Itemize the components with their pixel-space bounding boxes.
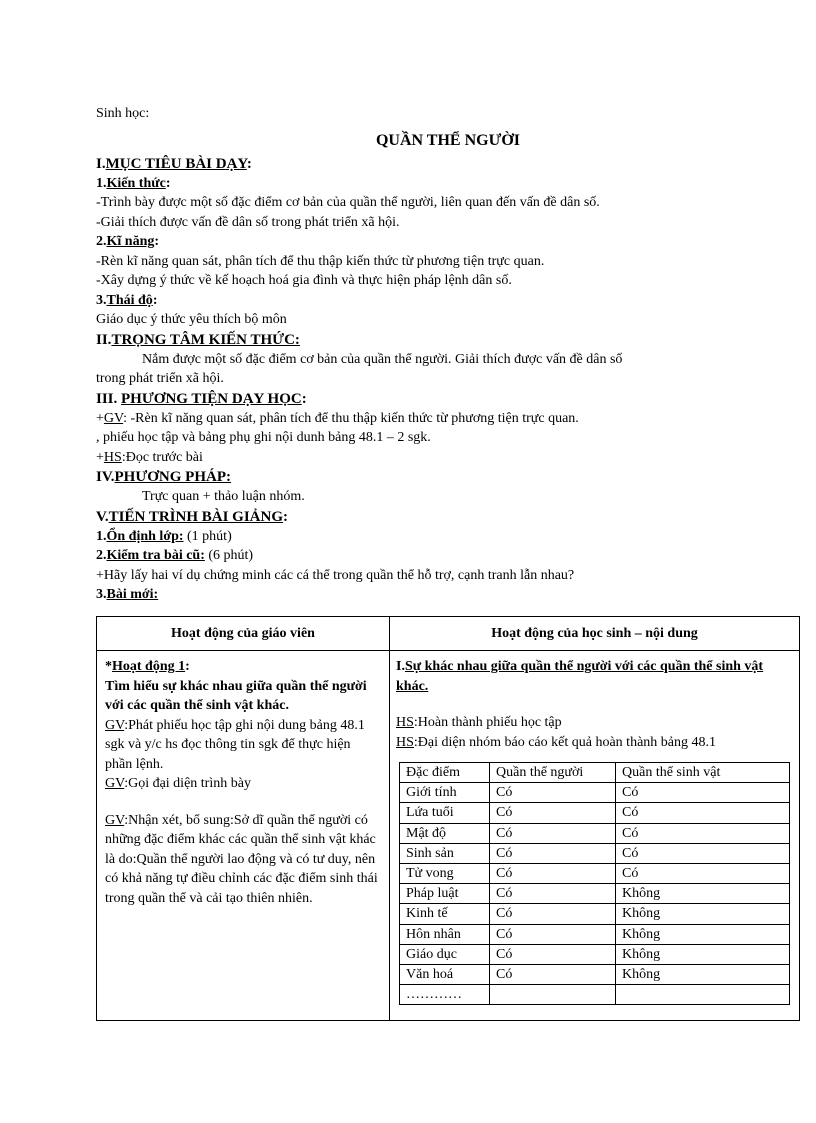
- comparison-header-cell: Quần thể sinh vật: [616, 763, 790, 783]
- teacher-column-header: Hoạt động của giáo viên: [97, 617, 390, 651]
- comparison-cell: Không: [616, 924, 790, 944]
- comparison-cell: Sinh sản: [400, 843, 490, 863]
- comparison-cell: Văn hoá: [400, 964, 490, 984]
- step-2: 2.Kiểm tra bài cũ: (6 phút): [96, 548, 254, 563]
- comparison-row: [400, 944, 790, 964]
- review-question: +Hãy lấy hai ví dụ chứng minh các cá thể trong quần thể hỗ trợ, cạnh tranh lẫn nhau?: [96, 567, 575, 583]
- section-focus-heading: II.TRỌNG TÂM KIẾN THỨC:: [96, 331, 300, 348]
- section-method-heading: IV.PHƯƠNG PHÁP:: [96, 469, 232, 485]
- focus-text-line: Nắm được một số đặc điểm cơ bản của quần thể người. Giải thích được vấn đề dân số: [142, 351, 623, 367]
- knowledge-item: -Giải thích được vấn đề dân số trong phát triển xã hội.: [96, 214, 400, 230]
- comparison-cell: Hôn nhân: [400, 924, 490, 944]
- comparison-cell: Có: [490, 803, 616, 823]
- comparison-cell: Có: [490, 823, 616, 843]
- teacher-step: GV:Phát phiếu học tập ghi nội dung bảng 48.1 sgk và y/c hs đọc thông tin sgk để thực hiện phần lệnh.: [105, 717, 365, 772]
- lesson-document: [96, 100, 800, 605]
- teacher-activity-cell: [97, 651, 390, 1021]
- comparison-cell: Có: [490, 904, 616, 924]
- method-text: Trực quan + thảo luận nhóm.: [142, 489, 305, 504]
- comparison-cell: Pháp luật: [400, 884, 490, 904]
- teacher-step: GV:Nhận xét, bổ sung:Sở dĩ quần thể người có những đặc điểm khác các quần thể sinh vật khác là do:Quần thể người lao động và có tư duy, nên có khả năng tự điều chỉnh các đặc điểm sinh thái trong quần thể và cải tạo thiên nhiên.: [105, 812, 378, 906]
- student-step: HS:Hoàn thành phiếu học tập: [396, 715, 562, 730]
- comparison-cell: Lứa tuổi: [400, 803, 490, 823]
- activity-title: Tìm hiểu sự khác nhau giữa quần thể người với các quần thể sinh vật khác.: [105, 678, 367, 713]
- comparison-cell: Có: [490, 843, 616, 863]
- comparison-cell: Mật độ: [400, 823, 490, 843]
- comparison-row: [400, 985, 790, 1005]
- comparison-row: [400, 783, 790, 803]
- comparison-cell: Có: [616, 863, 790, 883]
- comparison-cell: Giới tính: [400, 783, 490, 803]
- comparison-cell: Có: [490, 863, 616, 883]
- comparison-cell: Có: [616, 803, 790, 823]
- knowledge-item: -Trình bày được một số đặc điểm cơ bản của quần thể người, liên quan đến vấn đề dân số.: [96, 195, 600, 210]
- comparison-cell: Tử vong: [400, 863, 490, 883]
- comparison-row: [400, 904, 790, 924]
- attitude-item: Giáo dục ý thức yêu thích bộ môn: [96, 312, 287, 327]
- comparison-cell: [490, 985, 616, 1005]
- comparison-row: [400, 803, 790, 823]
- comparison-cell: Có: [490, 924, 616, 944]
- comparison-row: [400, 863, 790, 883]
- section-materials-heading: III. PHƯƠNG TIỆN DẠY HỌC:: [96, 390, 307, 407]
- comparison-row: [400, 823, 790, 843]
- comparison-cell: Có: [616, 823, 790, 843]
- attitude-heading: 3.Thái độ:: [96, 292, 158, 308]
- subject-label: Sinh học:: [96, 106, 150, 121]
- student-step: HS:Đại diện nhóm báo cáo kết quả hoàn thành bảng 48.1: [396, 734, 716, 750]
- comparison-cell: Có: [490, 944, 616, 964]
- comparison-table: [399, 762, 790, 1005]
- section-objectives-heading: I.MỤC TIÊU BÀI DẠY:: [96, 155, 252, 172]
- materials-gv-line2: , phiếu học tập và bảng phụ ghi nội dunh bảng 48.1 – 2 sgk.: [96, 430, 431, 445]
- comparison-cell: Không: [616, 884, 790, 904]
- comparison-cell: Có: [616, 843, 790, 863]
- activity-table-header: [97, 617, 800, 651]
- materials-hs-line: +HS:Đọc trước bài: [96, 449, 203, 465]
- comparison-cell: [616, 985, 790, 1005]
- comparison-cell: Không: [616, 904, 790, 924]
- comparison-cell: Có: [616, 783, 790, 803]
- comparison-cell: Có: [490, 783, 616, 803]
- materials-gv-line: +GV: -Rèn kĩ năng quan sát, phân tích để thu thập kiến thức từ phương tiện trực quan.: [96, 410, 579, 426]
- comparison-cell: …………: [400, 985, 490, 1005]
- comparison-cell: Có: [490, 884, 616, 904]
- comparison-cell: Không: [616, 944, 790, 964]
- step-1: 1.Ổn định lớp: (1 phút): [96, 528, 232, 544]
- comparison-cell: Giáo dục: [400, 944, 490, 964]
- page-title: QUẦN THỂ NGƯỜI: [375, 131, 520, 149]
- content-section-title: I.Sự khác nhau giữa quần thể người với các quần thể sinh vật khác.: [396, 659, 764, 694]
- student-column-header: Hoạt động của học sinh – nội dung: [390, 617, 800, 651]
- teacher-step: GV:Gọi đại diện trình bày: [105, 776, 251, 791]
- comparison-row: [400, 964, 790, 984]
- comparison-cell: Không: [616, 964, 790, 984]
- step-3: 3.Bài mới:: [96, 587, 159, 602]
- comparison-cell: Có: [490, 964, 616, 984]
- comparison-row: [400, 884, 790, 904]
- knowledge-heading: 1.Kiến thức:: [96, 175, 171, 191]
- comparison-header-cell: Quần thể người: [490, 763, 616, 783]
- skills-item: -Rèn kĩ năng quan sát, phân tích để thu thập kiến thức từ phương tiện trực quan.: [96, 253, 545, 269]
- student-activity-cell: [390, 651, 800, 1021]
- comparison-row: [400, 924, 790, 944]
- comparison-header-cell: Đặc điểm: [400, 763, 490, 783]
- comparison-header-row: [400, 763, 790, 783]
- activity-row: [97, 651, 800, 1021]
- comparison-cell: Kinh tế: [400, 904, 490, 924]
- activity-label: *Hoạt động 1:: [105, 659, 190, 674]
- comparison-row: [400, 843, 790, 863]
- focus-text-line: trong phát triển xã hội.: [96, 371, 224, 386]
- section-process-heading: V.TIẾN TRÌNH BÀI GIẢNG:: [96, 508, 289, 525]
- activity-table: [96, 616, 800, 1021]
- skills-heading: 2.Kĩ năng:: [96, 234, 160, 249]
- skills-item: -Xây dựng ý thức về kế hoạch hoá gia đình và thực hiện pháp lệnh dân số.: [96, 273, 512, 288]
